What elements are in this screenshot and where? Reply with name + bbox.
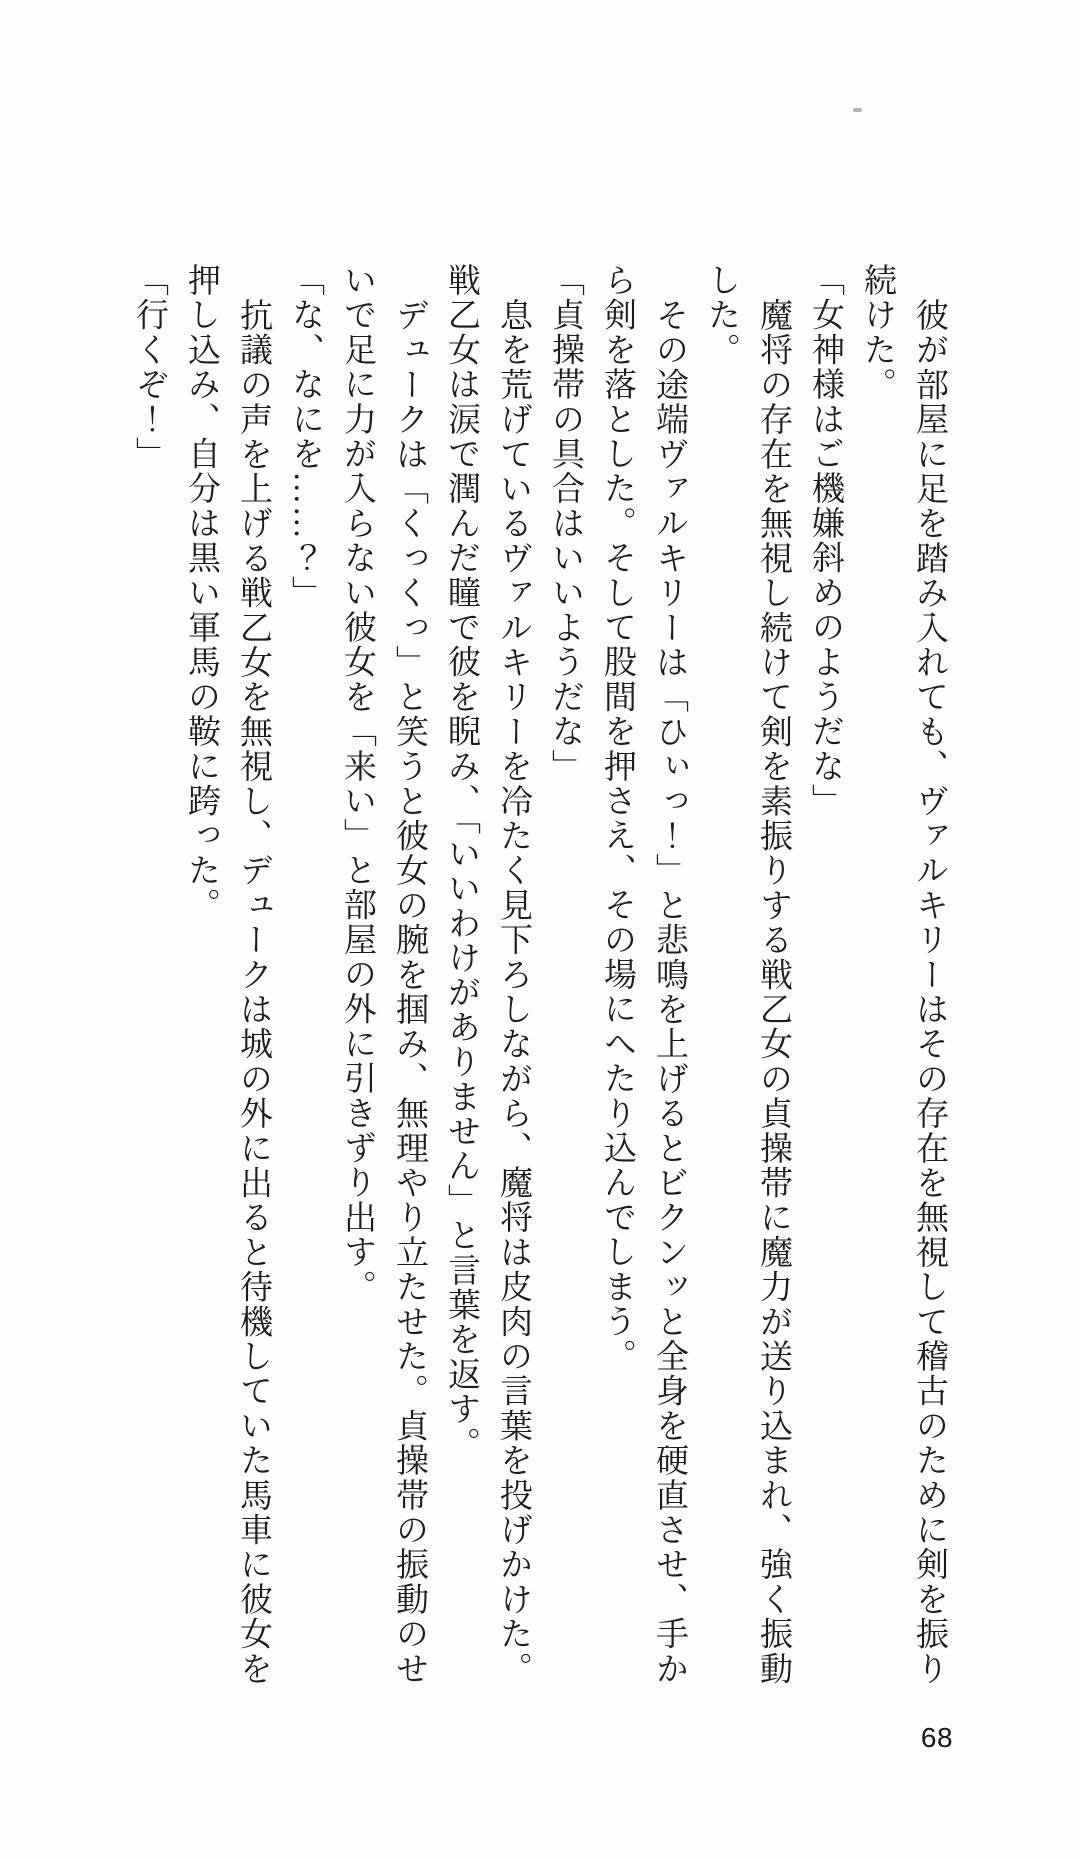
paragraph-11: 「行くぞ！」	[131, 263, 167, 472]
paragraph-5: 「貞操帯の具合はいいようだな」	[547, 263, 583, 784]
paragraph-3: 魔将の存在を無視し続けて剣を素振りする戦乙女の貞操帯に魔力が送り込まれ、強く振動した。	[703, 263, 791, 1686]
paragraph-6: 息を荒げているヴァルキリーを冷たく見下ろしながら、魔将は皮肉の言葉を投げかけた。	[495, 298, 531, 1686]
paragraph-7: 戦乙女は涙で潤んだ瞳で彼を睨み、「いいわけがありません」と言葉を返す。	[443, 263, 479, 1461]
paragraph-1: 彼が部屋に足を踏み入れても、ヴァルキリーはその存在を無視して稽古のために剣を振り続けた。	[859, 263, 947, 1686]
paragraph-4: その途端ヴァルキリーは「ひぃっ！」と悲鳴を上げるとビクンッと全身を硬直させ、手から剣を落とした。そして股間を押さえ、その場にへたり込んでしまう。	[599, 263, 687, 1686]
paragraph-9: 「な、なにを……？」	[287, 263, 323, 610]
paragraph-8: デュークは「くっくっ」と笑うと彼女の腕を掴み、無理やり立たせた。貞操帯の振動のせいで足に力が入らない彼女を「来い」と部屋の外に引きずり出す。	[339, 263, 427, 1687]
page-number: 68	[920, 1722, 954, 1753]
scan-artifact-dot	[853, 108, 862, 112]
paragraph-10: 抗議の声を上げる戦乙女を無視し、デュークは城の外に出ると待機していた馬車に彼女を押し込み、自分は黒い軍馬の鞍に跨った。	[183, 263, 271, 1686]
paragraph-2: 「女神様はご機嫌斜めのようだな」	[807, 263, 843, 819]
page-text	[122, 263, 955, 1690]
